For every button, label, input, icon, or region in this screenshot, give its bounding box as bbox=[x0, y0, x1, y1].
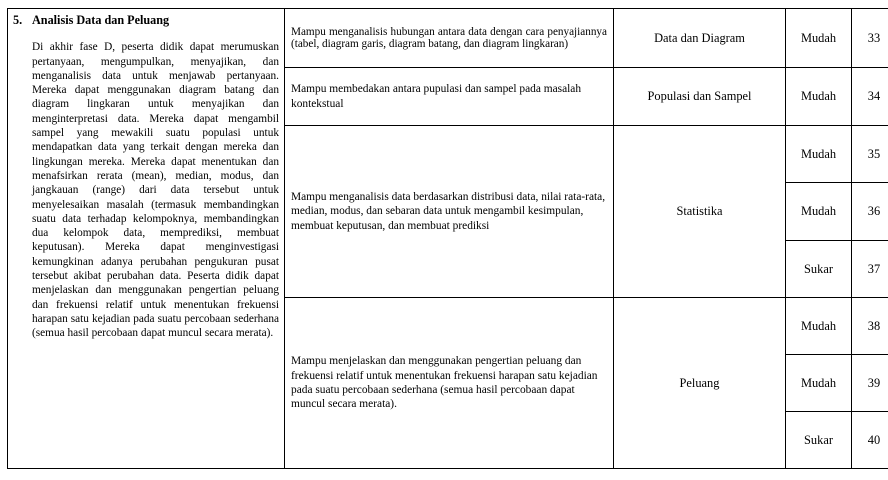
section-heading bbox=[13, 13, 279, 27]
number-cell: 34 bbox=[852, 68, 888, 126]
level-cell: Sukar bbox=[786, 412, 852, 469]
level-cell: Sukar bbox=[786, 241, 852, 298]
objective-text: Mampu menganalisis data berdasarkan distribusi data, nilai rata-rata, median, modus, dan sebaran data untuk mengambil kesimpulan, membuat keputusan, dan membuat prediksi bbox=[291, 191, 606, 232]
material-cell: Populasi dan Sampel bbox=[614, 68, 786, 126]
number-cell: 33 bbox=[852, 9, 888, 68]
table-row bbox=[8, 9, 888, 68]
level-cell: Mudah bbox=[786, 183, 852, 241]
number-cell: 40 bbox=[852, 412, 888, 469]
number-cell: 35 bbox=[852, 126, 888, 183]
level-cell: Mudah bbox=[786, 9, 852, 68]
material-cell: Statistika bbox=[614, 126, 786, 298]
level-cell: Mudah bbox=[786, 298, 852, 355]
number-cell: 36 bbox=[852, 183, 888, 241]
objective-cell bbox=[285, 68, 614, 126]
section-number: 5. bbox=[13, 13, 23, 27]
level-cell: Mudah bbox=[786, 126, 852, 183]
objective-text: Mampu menganalisis hubungan antara data dengan cara penyajiannya (tabel, diagram garis, diagram batang, dan diagram lingkaran) bbox=[291, 25, 607, 50]
objective-cell bbox=[285, 298, 614, 469]
section-description: Di akhir fase D, peserta didik dapat merumuskan pertanyaan, mengumpulkan, menyajikan, dan menganalisis data untuk menjawab pertanyaan. Mereka dapat menggunakan diagram batang dan diagram lingkaran untuk menyajikan dan menginterpretasi data. Mereka dapat mengambil sampel yang mewakili suatu populasi untuk mendapatkan data yang terkait dengan mereka dan lingkungan mereka. Mereka dapat menentukan dan menafsirkan rerata (mean), median, modus, dan jangkauan (range) dari data tersebut untuk menyelesaikan masalah (termasuk membandingkan suatu data terhadap kelompoknya, membandingkan dua kelompok data, memprediksi, membuat keputusan). Mereka dapat menginvestigasi kemungkinan adanya perubahan pengukuran pusat tersebut akibat perubahan data. Peserta didik dapat menjelaskan dan menggunakan pengertian peluang dan frekuensi relatif untuk menentukan frekuensi harapan satu kejadian pada suatu percobaan sederhana (semua hasil percobaan dapat muncul secara merata). bbox=[32, 41, 279, 340]
number-cell: 39 bbox=[852, 355, 888, 412]
level-cell: Mudah bbox=[786, 68, 852, 126]
number-cell: 38 bbox=[852, 298, 888, 355]
objective-text: Mampu menjelaskan dan menggunakan pengertian peluang dan frekuensi relatif untuk menentukan frekuensi harapan satu kejadian pada suatu percobaan sederhana (semua hasil percobaan dapat muncul secara merata). bbox=[291, 355, 598, 411]
objective-cell bbox=[285, 126, 614, 298]
material-cell: Data dan Diagram bbox=[614, 9, 786, 68]
objective-text: Mampu membedakan antara pupulasi dan sampel pada masalah kontekstual bbox=[291, 83, 582, 110]
level-cell: Mudah bbox=[786, 355, 852, 412]
section-title: Analisis Data dan Peluang bbox=[32, 13, 170, 27]
section-cell bbox=[8, 9, 285, 469]
number-cell: 37 bbox=[852, 241, 888, 298]
material-cell: Peluang bbox=[614, 298, 786, 469]
competency-table bbox=[7, 8, 888, 469]
objective-cell bbox=[285, 9, 614, 68]
